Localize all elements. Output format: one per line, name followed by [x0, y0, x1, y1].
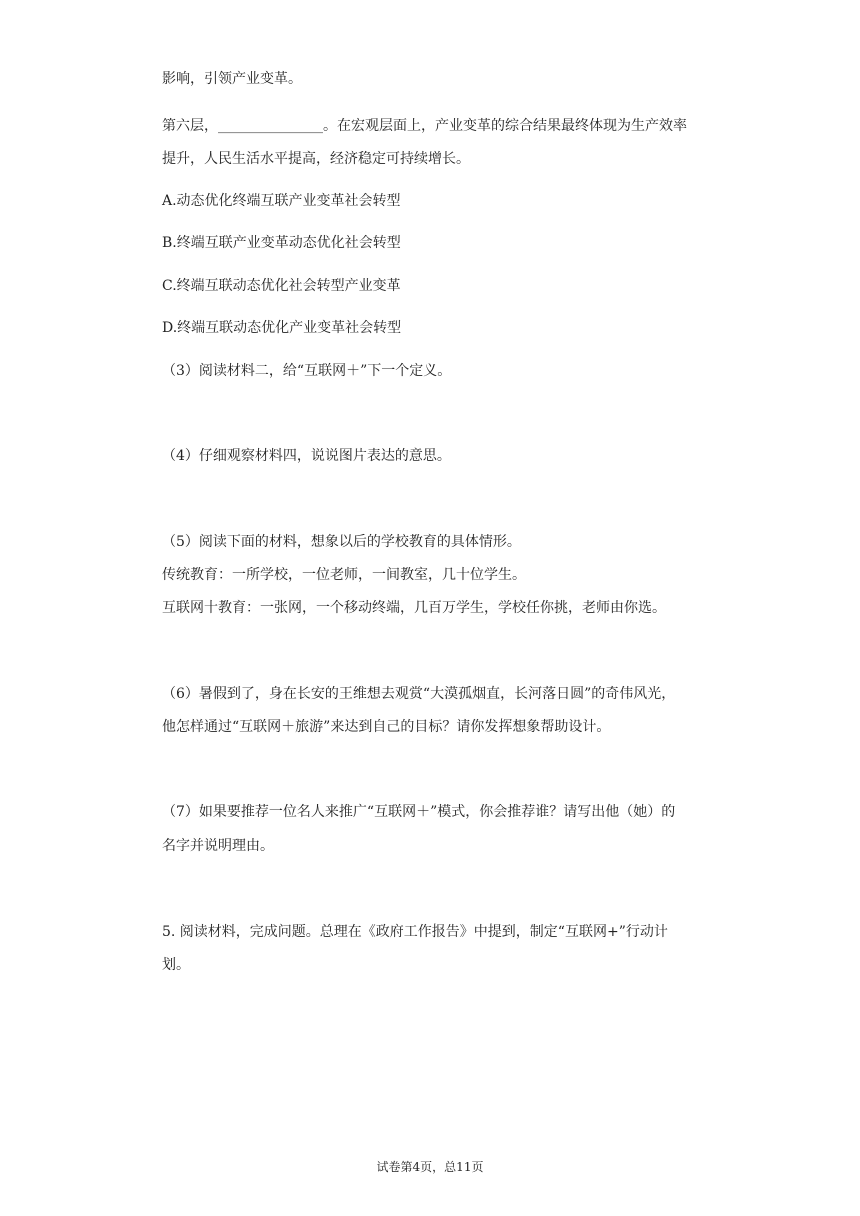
question-5: （5）阅读下面的材料，想象以后的学校教育的具体情形。: [162, 534, 521, 550]
text-line: 互联网十教育：一张网，一个移动终端，几百万学生，学校任你挑，老师由你选。: [162, 600, 666, 616]
option-d: D.终端互联动态优化产业变革社会转型: [162, 320, 402, 336]
question-7: （7）如果要推荐一位名人来推广“互联网＋”模式，你会推荐谁？请写出他（她）的: [162, 804, 676, 820]
option-a: A.动态优化终端互联产业变革社会转型: [162, 193, 401, 209]
question-6: （6）暑假到了，身在长安的王维想去观赏“大漠孤烟直，长河落日圆”的奇伟风光，: [162, 686, 676, 702]
text-line: 划。: [162, 957, 190, 973]
question-item-5: 5. 阅读材料，完成问题。总理在《政府工作报告》中提到，制定“互联网+”行动计: [162, 924, 668, 940]
question-4: （4）仔细观察材料四，说说图片表达的意思。: [162, 448, 451, 464]
text-line: 第六层，_______________。在宏观层面上，产业变革的综合结果最终体现为生产效率: [162, 118, 687, 134]
option-c: C.终端互联动态优化社会转型产业变革: [162, 278, 401, 294]
text-line: 提升，人民生活水平提高，经济稳定可持续增长。: [162, 151, 470, 167]
text-line: 影响，引领产业变革。: [162, 71, 302, 87]
page-footer: 试卷第4页，总11页: [376, 1160, 484, 1174]
text-line: 传统教育：一所学校，一位老师，一间教室，几十位学生。: [162, 567, 526, 583]
option-b: B.终端互联产业变革动态优化社会转型: [162, 235, 401, 251]
text-line: 他怎样通过“互联网＋旅游”来达到自己的目标？请你发挥想象帮助设计。: [162, 719, 611, 735]
text-line: 名字并说明理由。: [162, 838, 274, 854]
question-3: （3）阅读材料二，给“互联网＋”下一个定义。: [162, 363, 452, 379]
